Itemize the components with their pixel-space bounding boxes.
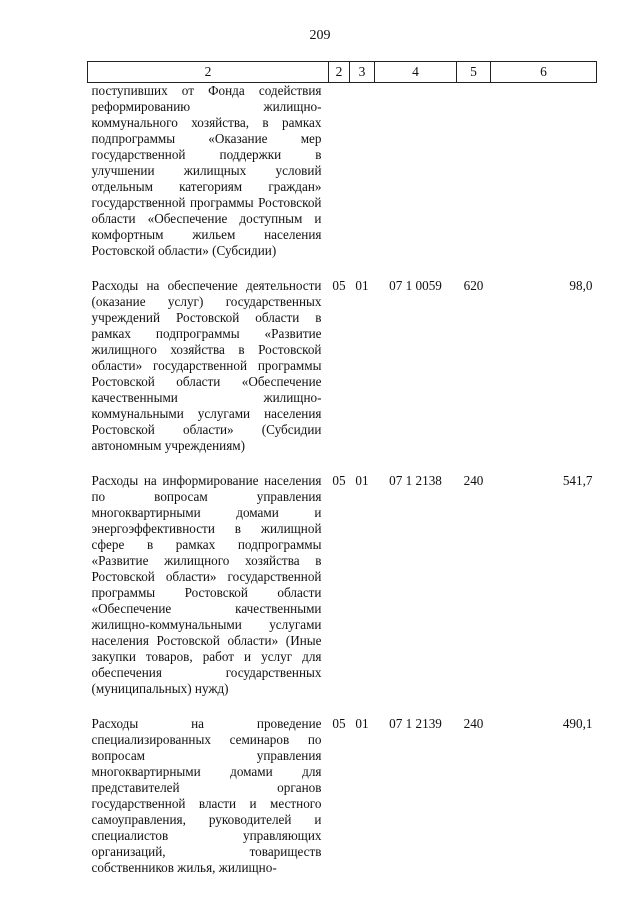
- row-expense-type: [457, 83, 491, 260]
- row-amount: 98,0: [569, 278, 593, 293]
- row-section: 05: [332, 473, 346, 488]
- header-col-expense-type: 5: [457, 62, 491, 83]
- row-target-article: 07 1 2139: [389, 716, 442, 731]
- row-target-article: 07 1 2138: [389, 473, 442, 488]
- row-subsection: 01: [355, 278, 369, 293]
- row-amount: 541,7: [562, 473, 593, 488]
- row-section: 05: [332, 716, 346, 731]
- header-col-subsection: 3: [350, 62, 375, 83]
- header-col-section: 2: [329, 62, 350, 83]
- row-description: Расходы на информирование населения по вопросам управления многоквартирными домами и энергоэффективности в жилищной сфере в рамках подпрограммы «Развитие жилищного хозяйства в Ростовской области» государственной программы Ростовской области «Обеспечение качественными жилищно-коммунальными услугами населения Ростовской области» (Иные закупки товаров, работ и услуг для обеспечения государственных (муниципальных) нужд): [91, 473, 322, 696]
- table-row: [88, 83, 597, 260]
- page-number: 209: [309, 28, 331, 43]
- row-description: Расходы на проведение специализированных семинаров по вопросам управления многоквартирными домами для представителей органов государственной власти и местного самоуправления, руководителей и специалистов управляющих организаций, товариществ собственников жилья, жилищно-: [91, 716, 322, 875]
- header-col-description: 2: [88, 62, 329, 83]
- row-subsection: [350, 83, 375, 260]
- row-description: Расходы на обеспечение деятельности (оказание услуг) государственных учреждений Ростовской области в рамках подпрограммы «Развитие жилищного хозяйства в Ростовской области» государственной программы Ростовской области «Обеспечение качественными жилищно-коммунальными услугами населения Ростовской области» (Субсидии автономным учреждениям): [91, 278, 322, 453]
- row-target-article: 07 1 0059: [389, 278, 442, 293]
- table-row: [88, 278, 597, 454]
- table-header: [88, 62, 597, 83]
- row-expense-type: 240: [463, 473, 484, 488]
- row-target-article: [375, 83, 457, 260]
- row-subsection: 01: [355, 473, 369, 488]
- header-row: [88, 62, 597, 83]
- row-amount: [491, 83, 597, 260]
- header-col-amount: 6: [491, 62, 597, 83]
- table-row: [88, 473, 597, 697]
- row-expense-type: 240: [463, 716, 484, 731]
- row-subsection: 01: [355, 716, 369, 731]
- row-amount: 490,1: [562, 716, 593, 731]
- row-description: поступивших от Фонда содействия реформированию жилищно-коммунального хозяйства, в рамках подпрограммы «Оказание мер государственной поддержки в улучшении жилищных условий отдельным категориям граждан» государственной программы Ростовской области «Обеспечение доступным и комфортным жильем населения Ростовской области» (Субсидии): [91, 83, 322, 258]
- table-body: [88, 83, 597, 877]
- row-section: 05: [332, 278, 346, 293]
- table-row: [88, 716, 597, 876]
- header-col-target-article: 4: [375, 62, 457, 83]
- row-section: [329, 83, 350, 260]
- budget-table: [87, 61, 597, 876]
- row-expense-type: 620: [463, 278, 484, 293]
